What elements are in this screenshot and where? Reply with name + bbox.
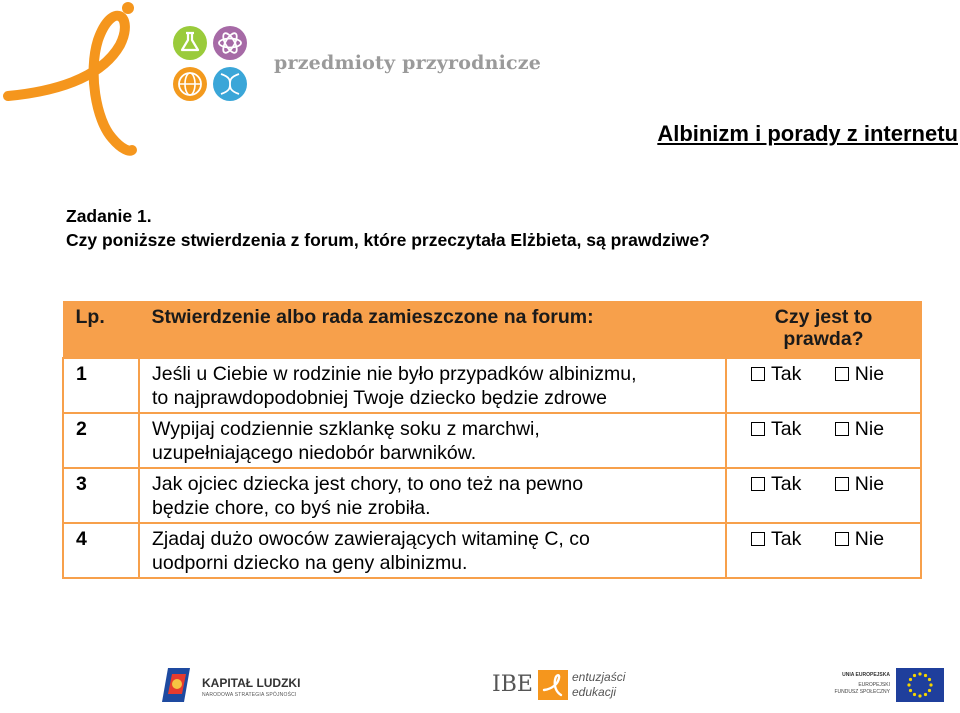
statement-line: uodporni dziecko na geny albinizmu. xyxy=(152,552,468,574)
atom-icon xyxy=(213,26,247,60)
no-label: Nie xyxy=(854,418,885,440)
yes-label: Tak xyxy=(771,528,802,550)
statement-cell xyxy=(139,358,726,413)
yes-label: Tak xyxy=(771,418,802,440)
no-checkbox[interactable] xyxy=(835,473,884,495)
chemistry-flask-icon xyxy=(173,26,207,60)
subject-label: przedmioty przyrodnicze xyxy=(274,52,542,74)
column-header-statement: Stwierdzenie albo rada zamieszczone na forum: xyxy=(139,302,726,359)
ibe-text: IBE xyxy=(492,672,533,697)
subject-icons xyxy=(170,24,252,104)
statement-line: będzie chore, co byś nie zrobiła. xyxy=(152,497,431,519)
table-header-row xyxy=(63,302,921,359)
answer-cell xyxy=(726,413,921,468)
checkbox-icon xyxy=(751,532,765,546)
table-row xyxy=(63,523,921,578)
statement-line: uzupełniającego niedobór barwników. xyxy=(152,442,477,464)
globe-icon xyxy=(173,67,207,101)
task-question: Czy poniższe stwierdzenia z forum, które przeczytała Elżbieta, są prawdziwe? xyxy=(66,230,710,250)
checkbox-icon xyxy=(751,422,765,436)
entuzjasci-icon xyxy=(538,670,568,700)
checkbox-icon xyxy=(835,477,849,491)
eu-line-1: UNIA EUROPEJSKA xyxy=(842,672,890,678)
checkbox-icon xyxy=(835,367,849,381)
column-header-number: Lp. xyxy=(63,302,139,359)
page-title: Albinizm i porady z internetu xyxy=(657,121,958,146)
no-checkbox[interactable] xyxy=(835,528,884,550)
kapital-ludzki-logo xyxy=(162,664,332,706)
row-number: 2 xyxy=(63,413,139,468)
statement-cell xyxy=(139,523,726,578)
eu-line-2: EUROPEJSKI xyxy=(858,682,890,688)
checkbox-icon xyxy=(751,477,765,491)
yes-checkbox[interactable] xyxy=(751,473,801,495)
project-logo xyxy=(0,0,160,165)
statement-line: to najprawdopodobniej Twoje dziecko będzie zdrowe xyxy=(152,387,607,409)
checkbox-icon xyxy=(835,422,849,436)
table-row xyxy=(63,468,921,523)
ibe-logo xyxy=(492,664,642,706)
yes-checkbox[interactable] xyxy=(751,418,801,440)
kapital-ludzki-icon xyxy=(162,664,194,706)
row-number: 4 xyxy=(63,523,139,578)
answer-cell xyxy=(726,523,921,578)
no-label: Nie xyxy=(854,473,885,495)
table-row xyxy=(63,358,921,413)
yes-label: Tak xyxy=(771,473,802,495)
eu-line-3: FUNDUSZ SPOŁECZNY xyxy=(834,689,890,695)
kl-subtitle: NARODOWA STRATEGIA SPÓJNOŚCI xyxy=(202,692,297,698)
statement-line: Zjadaj dużo owoców zawierających witaminę C, co xyxy=(152,528,590,550)
no-checkbox[interactable] xyxy=(835,418,884,440)
task-block xyxy=(66,204,710,252)
yes-checkbox[interactable] xyxy=(751,363,801,385)
answer-cell xyxy=(726,358,921,413)
row-number: 3 xyxy=(63,468,139,523)
statement-line: Wypijaj codziennie szklankę soku z marchwi, xyxy=(152,418,540,440)
ibe-tagline-2: edukacji xyxy=(572,685,617,699)
column-header-truth: Czy jest to prawda? xyxy=(726,302,921,359)
eu-flag-icon xyxy=(896,668,944,702)
statement-line: Jeśli u Ciebie w rodzinie nie było przypadków albinizmu, xyxy=(152,363,637,385)
table-row xyxy=(63,413,921,468)
no-label: Nie xyxy=(854,363,885,385)
yes-label: Tak xyxy=(771,363,802,385)
ibe-tagline-1: entuzjaści xyxy=(572,670,626,684)
statement-cell xyxy=(139,413,726,468)
yes-checkbox[interactable] xyxy=(751,528,801,550)
task-number: Zadanie 1. xyxy=(66,206,152,226)
statement-cell xyxy=(139,468,726,523)
row-number: 1 xyxy=(63,358,139,413)
checkbox-icon xyxy=(751,367,765,381)
checkbox-icon xyxy=(835,532,849,546)
no-checkbox[interactable] xyxy=(835,363,884,385)
kl-title: KAPITAŁ LUDZKI xyxy=(202,676,301,690)
answer-cell xyxy=(726,468,921,523)
eu-logo xyxy=(826,668,944,704)
forum-statements-table xyxy=(62,301,922,579)
dna-helix-icon xyxy=(213,67,247,101)
no-label: Nie xyxy=(854,528,885,550)
statement-line: Jak ojciec dziecka jest chory, to ono też na pewno xyxy=(152,473,584,495)
